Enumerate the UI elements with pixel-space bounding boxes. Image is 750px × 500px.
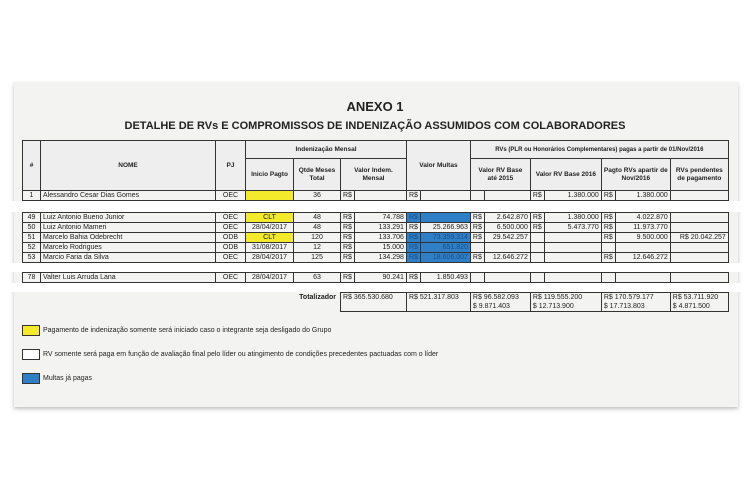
cell-rv2016 (544, 253, 601, 263)
total-rv2016-usd: $ 12.713.900 (532, 303, 574, 310)
cell-multas: 18.606.007 (420, 253, 470, 263)
cell-num: 51 (23, 233, 41, 243)
blue-swatch (22, 373, 40, 384)
document-subtitle: DETALHE DE RVs E COMPROMISSOS DE INDENIZAÇÃO ASSUMIDOS COM COLABORADORES (124, 120, 626, 132)
header-nome: NOME (41, 141, 216, 191)
cell-pend (670, 191, 728, 201)
cell-pagto (615, 243, 670, 253)
total-rv2015 (470, 293, 530, 312)
cell-qtde: 120 (294, 233, 341, 243)
cell-inicio: 28/04/2017 (246, 223, 294, 233)
table-row (23, 243, 729, 253)
total-pend-usd: $ 4.871.500 (672, 303, 710, 310)
cell-cur2: R$ (406, 191, 420, 201)
cell-rv2015 (484, 273, 530, 283)
total-indem: R$ 365.530.680 (341, 293, 407, 312)
totals-label: Totalizador (299, 293, 336, 301)
total-rv2016-brl: R$ 119.555.200 (532, 294, 583, 301)
cell-cur2: R$ (406, 273, 420, 283)
cell-cur3 (470, 191, 484, 201)
cell-rv2016 (544, 233, 601, 243)
legend-text: RV somente será paga em função de avaliação final pelo líder ou atingimento de condições precedentes pactuadas com o líder (43, 351, 439, 358)
cell-cur3: R$ (470, 253, 484, 263)
cell-rv2015 (484, 191, 530, 201)
cell-pj: OEC (216, 253, 246, 263)
total-rv2015-brl: R$ 96.582.093 (472, 294, 519, 301)
cell-multas: 1.850.493 (420, 273, 470, 283)
cell-qtde: 36 (294, 191, 341, 201)
total-rv2016 (530, 293, 601, 312)
header-multas: Valor Multas (406, 141, 470, 191)
header-pagto: Pagto RVs apartir de Nov/2016 (601, 159, 670, 191)
cell-nome: Marcelo Rodrigues (41, 243, 216, 253)
total-pagto (601, 293, 670, 312)
cell-cur2: R$ (406, 213, 420, 223)
cell-cur5: R$ (601, 253, 615, 263)
cell-nome: Alessandro Cesar Dias Gomes (41, 191, 216, 201)
cell-pend (670, 253, 728, 263)
total-pagto-brl: R$ 170.579.177 (603, 294, 654, 301)
cell-num: 53 (23, 253, 41, 263)
table-row (23, 191, 729, 201)
cell-nome: Luiz Antonio Bueno Junior (41, 213, 216, 223)
header-num: # (23, 141, 41, 191)
table-row (23, 233, 729, 243)
cell-indem: 15.000 (354, 243, 406, 253)
cell-cur1: R$ (341, 191, 355, 201)
white-swatch (22, 349, 40, 360)
cell-inicio: 31/08/2017 (246, 243, 294, 253)
legend-white (22, 349, 732, 360)
total-multas: R$ 521.317.803 (406, 293, 470, 312)
cell-cur1: R$ (341, 233, 355, 243)
cell-multas: 651.820 (420, 243, 470, 253)
cell-rv2016 (544, 243, 601, 253)
cell-pagto: 1.380.000 (615, 191, 670, 201)
cell-cur4: R$ (530, 223, 544, 233)
cell-pj: OEC (216, 273, 246, 283)
cell-inicio: 28/04/2017 (246, 253, 294, 263)
cell-cur4: R$ (530, 213, 544, 223)
spacer (23, 283, 729, 293)
cell-indem: 134.298 (354, 253, 406, 263)
header-valor-indem: Valor Indem. Mensal (341, 159, 407, 191)
header-rvs: RVs (PLR ou Honorários Complementares) pagas a partir de 01/Nov/2016 (470, 141, 728, 159)
legend-blue (22, 373, 732, 384)
cell-cur5: R$ (601, 233, 615, 243)
cell-nome: Valter Luis Arruda Lana (41, 273, 216, 283)
cell-inicio: 28/04/2017 (246, 273, 294, 283)
cell-cur1: R$ (341, 243, 355, 253)
table-row (23, 223, 729, 233)
cell-qtde: 48 (294, 213, 341, 223)
cell-cur3: R$ (470, 213, 484, 223)
cell-multas (420, 191, 470, 201)
cell-pagto: 4.022.870 (615, 213, 670, 223)
cell-pend (670, 273, 728, 283)
cell-rv2015: 6.500.000 (484, 223, 530, 233)
torn-gap (23, 263, 729, 273)
table-row (23, 253, 729, 263)
cell-cur3 (470, 243, 484, 253)
cell-pj: ODB (216, 233, 246, 243)
cell-cur4 (530, 253, 544, 263)
yellow-swatch (22, 325, 40, 336)
cell-rv2015: 2.642.870 (484, 213, 530, 223)
document-body (22, 140, 732, 384)
cell-cur5: R$ (601, 191, 615, 201)
cell-qtde: 125 (294, 253, 341, 263)
cell-pj: OEC (216, 223, 246, 233)
cell-multas: 73.359.314 (420, 233, 470, 243)
header-qtde: Qtde Meses Total (294, 159, 341, 191)
cell-num: 49 (23, 213, 41, 223)
cell-cur4 (530, 273, 544, 283)
document-title: ANEXO 1 (346, 99, 404, 114)
cell-indem: 133.706 (354, 233, 406, 243)
cell-pagto (615, 273, 670, 283)
cell-rv2015: 12.646.272 (484, 253, 530, 263)
header-rv2016: Valor RV Base 2016 (530, 159, 601, 191)
header-inicio: Inicio Pagto (246, 159, 294, 191)
table-row (23, 273, 729, 283)
cell-qtde: 63 (294, 273, 341, 283)
cell-pend (670, 213, 728, 223)
cell-nome: Marcio Faria da Silva (41, 253, 216, 263)
cell-rv2015: 29.542.257 (484, 233, 530, 243)
cell-cur4: R$ (530, 191, 544, 201)
cell-cur1: R$ (341, 213, 355, 223)
cell-rv2016: 5.473.770 (544, 223, 601, 233)
table-row (23, 213, 729, 223)
cell-cur5 (601, 243, 615, 253)
cell-cur1: R$ (341, 253, 355, 263)
cell-pagto: 9.500.000 (615, 233, 670, 243)
cell-inicio: CLT (246, 213, 294, 223)
legend-yellow (22, 325, 732, 336)
cell-pend: R$ 20.042.257 (670, 233, 728, 243)
cell-rv2016 (544, 273, 601, 283)
cell-inicio (246, 191, 294, 201)
cell-pj: ODB (216, 243, 246, 253)
cell-indem: 133.291 (354, 223, 406, 233)
cell-pend (670, 243, 728, 253)
total-pend (670, 293, 728, 312)
cell-num: 78 (23, 273, 41, 283)
cell-nome: Marcelo Bahia Odebrecht (41, 233, 216, 243)
cell-indem: 90.241 (354, 273, 406, 283)
cell-inicio: CLT (246, 233, 294, 243)
cell-num: 52 (23, 243, 41, 253)
header-pj: PJ (216, 141, 246, 191)
cell-cur2: R$ (406, 243, 420, 253)
rv-table (22, 140, 729, 312)
cell-cur2: R$ (406, 253, 420, 263)
cell-cur3: R$ (470, 233, 484, 243)
cell-pj: OEC (216, 191, 246, 201)
cell-cur5: R$ (601, 223, 615, 233)
legend-text: Multas já pagas (43, 375, 93, 382)
header-indenizacao: Indenização Mensal (246, 141, 407, 159)
cell-cur2: R$ (406, 223, 420, 233)
cell-cur2: R$ (406, 233, 420, 243)
cell-pend (670, 223, 728, 233)
total-rv2015-usd: $ 9.871.403 (472, 303, 510, 310)
cell-cur3 (470, 273, 484, 283)
header-pendentes: RVs pendentes de pagamento (670, 159, 728, 191)
cell-cur1: R$ (341, 273, 355, 283)
cell-rv2016: 1.380.000 (544, 213, 601, 223)
cell-cur4 (530, 233, 544, 243)
cell-indem: 74.788 (354, 213, 406, 223)
totals-row (23, 293, 729, 312)
torn-gap (23, 201, 729, 213)
cell-cur1: R$ (341, 223, 355, 233)
cell-cur4 (530, 243, 544, 253)
cell-qtde: 48 (294, 223, 341, 233)
cell-cur5 (601, 273, 615, 283)
cell-indem (354, 191, 406, 201)
cell-rv2016: 1.380.000 (544, 191, 601, 201)
cell-num: 1 (23, 191, 41, 201)
cell-multas: 25.266.963 (420, 223, 470, 233)
total-pagto-usd: $ 17.713.803 (603, 303, 645, 310)
cell-qtde: 12 (294, 243, 341, 253)
cell-multas (420, 213, 470, 223)
cell-pj: OEC (216, 213, 246, 223)
cell-rv2015 (484, 243, 530, 253)
total-pend-brl: R$ 53.711.920 (672, 294, 719, 301)
cell-nome: Luiz Antonio Mameri (41, 223, 216, 233)
cell-pagto: 12.646.272 (615, 253, 670, 263)
legend-text: Pagamento de indenização somente será iniciado caso o integrante seja desligado do Grupo (43, 327, 332, 334)
header-rv2015: Valor RV Base até 2015 (470, 159, 530, 191)
cell-cur5: R$ (601, 213, 615, 223)
cell-num: 50 (23, 223, 41, 233)
cell-cur3: R$ (470, 223, 484, 233)
cell-pagto: 11.973.770 (615, 223, 670, 233)
